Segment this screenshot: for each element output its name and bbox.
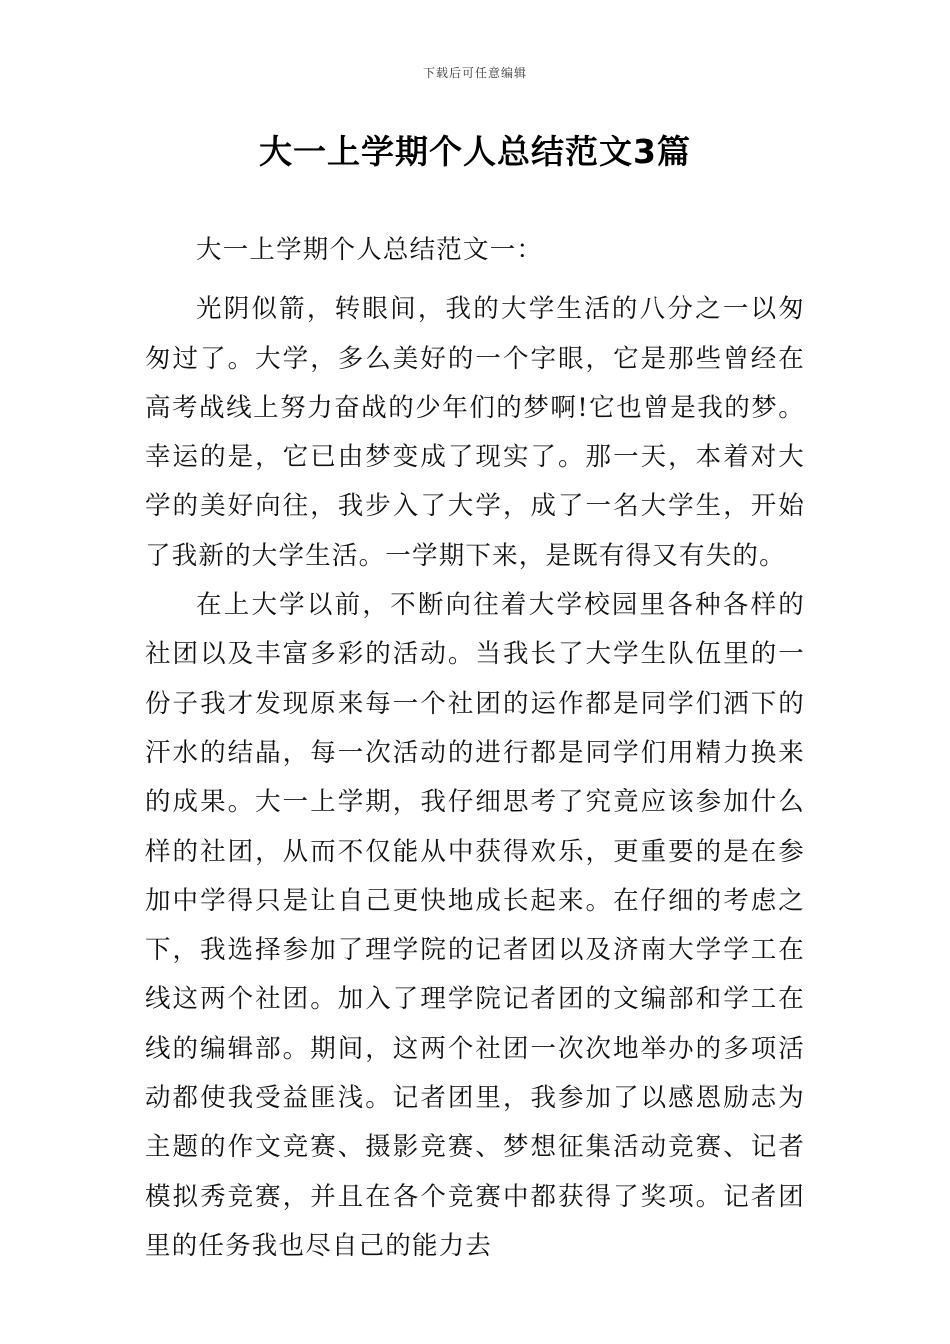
paragraph: 在上大学以前，不断向往着大学校园里各种各样的社团以及丰富多彩的活动。当我长了大学生队伍里的一份子我才发现原来每一个社团的运作都是同学们洒下的汗水的结晶，每一次活动的进行都是同学们用精力换来的成果。大一上学期，我仔细思考了究竟应该参加什么样的社团，从而不仅能从中获得欢乐，更重要的是在参加中学得只是让自己更快地成长起来。在仔细的考虑之下，我选择参加了理学院的记者团以及济南大学学工在线这两个社团。加入了理学院记者团的文编部和学工在线的编辑部。期间，这两个社团一次次地举办的多项活动都使我受益匪浅。记者团里，我参加了以感恩励志为主题的作文竞赛、摄影竞赛、梦想征集活动竞赛、记者模拟秀竞赛，并且在各个竞赛中都获得了奖项。记者团里的任务我也尽自己的能力去 [145,590,805,1261]
document-body [145,226,805,1271]
document-title: 大一上学期个人总结范文3篇 [259,132,691,171]
header-note: 下载后可任意编辑 [422,66,527,80]
paragraph: 光阴似箭，转眼间，我的大学生活的八分之一以匆匆过了。大学，多么美好的一个字眼，它是那些曾经在高考战线上努力奋战的少年们的梦啊!它也曾是我的梦。幸运的是，它已由梦变成了现实了。那一天，本着对大学的美好向往，我步入了大学，成了一名大学生，开始了我新的大学生活。一学期下来，是既有得又有失的。 [145,294,805,571]
section-heading: 大一上学期个人总结范文一： [196,235,544,265]
